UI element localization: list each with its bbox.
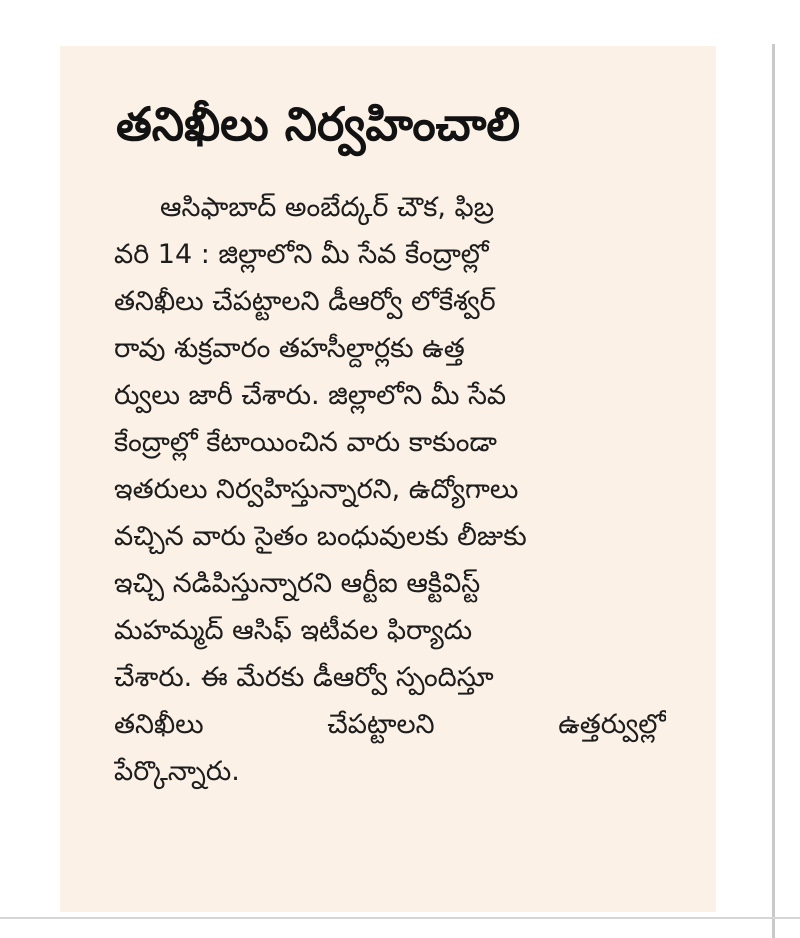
body-word: తనిఖీలు bbox=[114, 709, 204, 740]
body-line-last: పేర్కొన్నారు. bbox=[114, 756, 240, 787]
body-line: వచ్చిన వారు సైతం బంధువులకు లీజుకు bbox=[114, 521, 527, 552]
body-line: ఇతరులు నిర్వహిస్తున్నారని, ఉద్యోగాలు bbox=[114, 474, 519, 505]
news-clipping bbox=[60, 46, 716, 912]
body-line-justified bbox=[114, 701, 666, 748]
headline: తనిఖీలు నిర్వహించాలి bbox=[116, 97, 521, 151]
body-word: చేపట్టాలని bbox=[327, 709, 435, 740]
body-line: చేశారు. ఈ మేరకు డీఆర్వో స్పందిస్తూ bbox=[114, 662, 494, 693]
body-line: ఆసిఫాబాద్ అంబేద్కర్ చౌక, ఫిబ్ర bbox=[160, 192, 495, 223]
article-body bbox=[114, 184, 666, 795]
body-line: కేంద్రాల్లో కేటాయించిన వారు కాకుండా bbox=[114, 427, 497, 458]
column-divider bbox=[772, 44, 775, 938]
body-line: ఇచ్చి నడిపిస్తున్నారని ఆర్టీఐ ఆక్టివిస్ట్ bbox=[114, 568, 481, 599]
body-word: ఉత్తర్వుల్లో bbox=[558, 709, 666, 740]
body-line: రావు శుక్రవారం తహసీల్దార్లకు ఉత్త bbox=[114, 333, 465, 364]
body-line: మహమ్మద్ ఆసిఫ్ ఇటీవల ఫిర్యాదు bbox=[114, 615, 473, 646]
body-line: వరి 14 : జిల్లాలోని మీ సేవ కేంద్రాల్లో bbox=[114, 239, 489, 270]
body-line: ర్వులు జారీ చేశారు. జిల్లాలోని మీ సేవ bbox=[114, 380, 507, 411]
bottom-divider bbox=[0, 917, 800, 919]
body-line: తనిఖీలు చేపట్టాలని డీఆర్వో లోకేశ్వర్ bbox=[114, 286, 496, 317]
